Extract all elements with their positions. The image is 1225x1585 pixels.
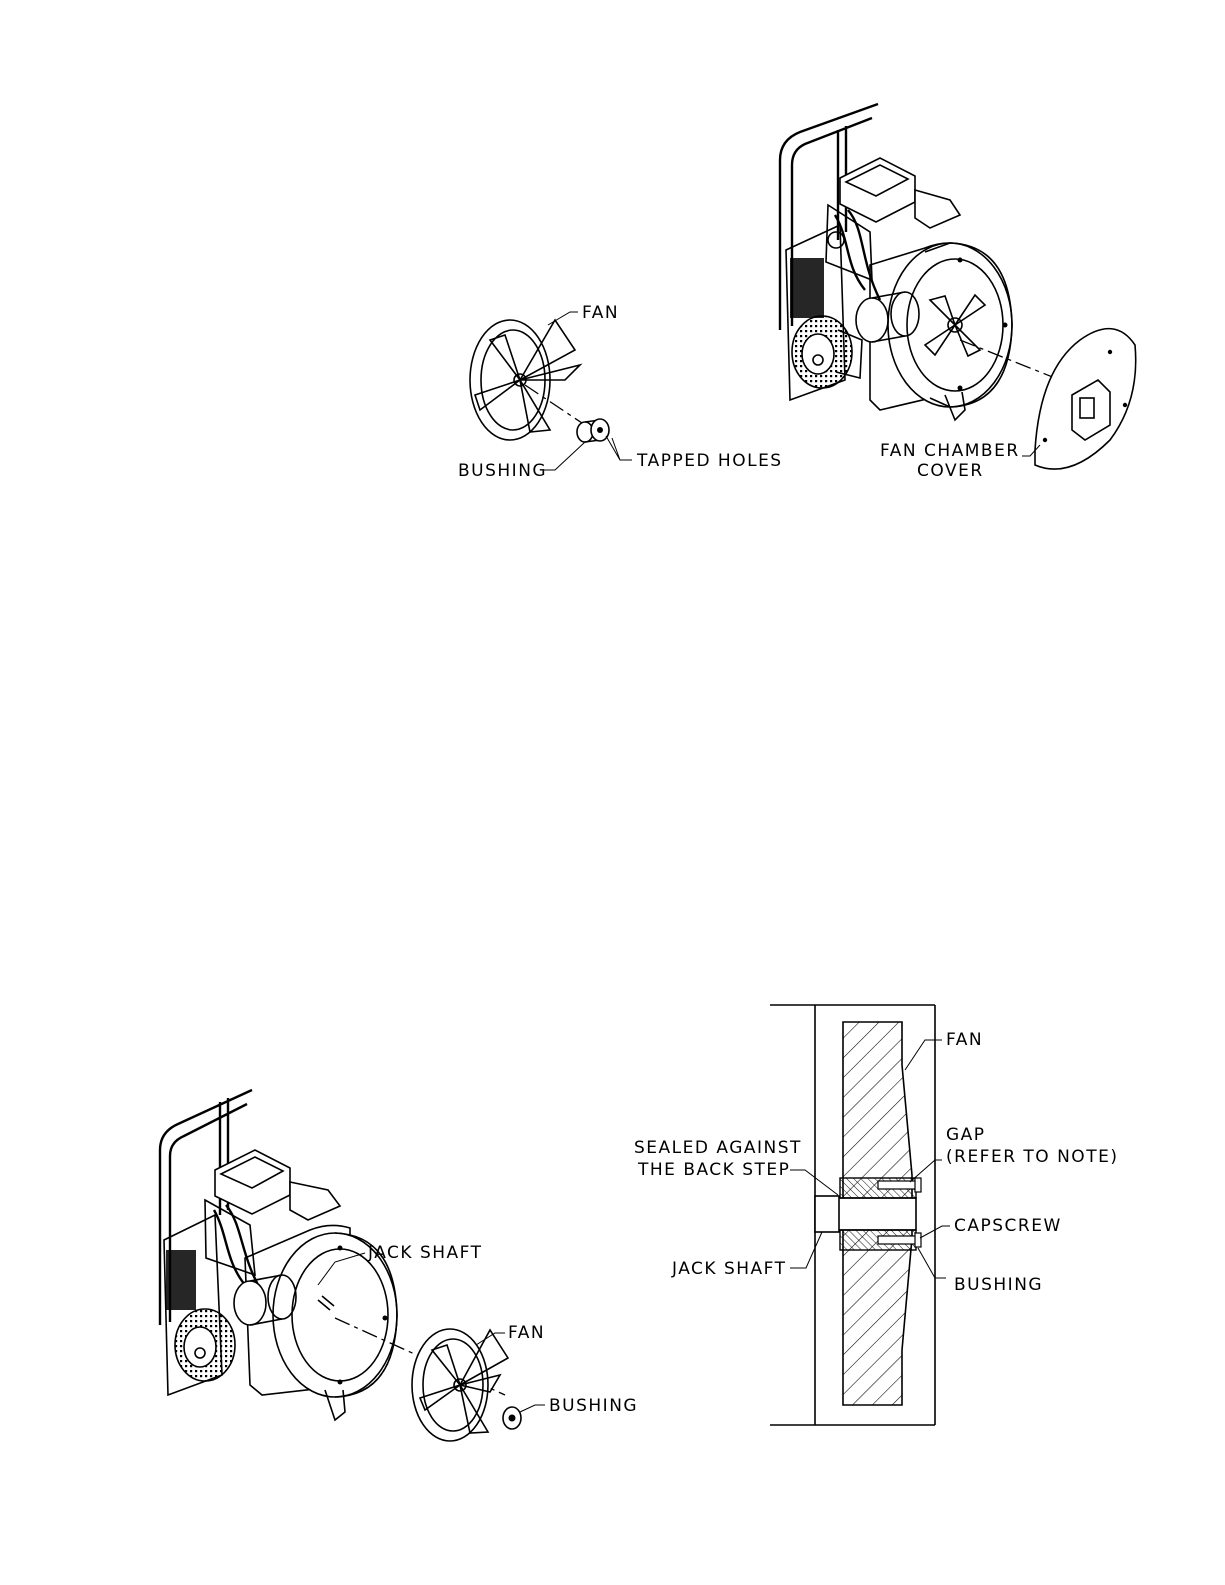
figure-1-blower-assembly — [780, 104, 1136, 469]
tapped-holes-callout: TAPPED HOLES — [637, 451, 783, 471]
jack-shaft-callout-fig3: JACK SHAFT — [672, 1259, 787, 1279]
fan-callout-fig3: FAN — [946, 1030, 984, 1050]
figure-2-blower-assembly — [160, 1090, 521, 1441]
wheel-fig2 — [175, 1309, 235, 1381]
sealed-callout-line1: SEALED AGAINST — [634, 1138, 802, 1158]
bushing-callout-fig1: BUSHING — [458, 461, 548, 481]
figure-3-cross-section — [770, 1005, 935, 1425]
bushing-part-fig2 — [503, 1407, 521, 1429]
battery-block — [790, 258, 824, 318]
gap-callout-line1: GAP — [946, 1125, 986, 1145]
wheel — [792, 316, 862, 388]
bushing-callout-fig2: BUSHING — [549, 1396, 639, 1416]
fan-chamber-cover-callout-line1: FAN CHAMBER — [880, 441, 1020, 461]
fan-callout-fig1: FAN — [582, 303, 620, 323]
capscrew-callout: CAPSCREW — [954, 1216, 1062, 1236]
bushing-callout-fig3: BUSHING — [954, 1275, 1044, 1295]
jack-shaft-callout-fig2: JACK SHAFT — [368, 1243, 483, 1263]
bushing-part-fig1 — [577, 419, 609, 442]
fan-chamber-housing — [856, 243, 1012, 420]
detached-fan-fig1 — [470, 320, 585, 440]
fan-callout-fig2: FAN — [508, 1323, 546, 1343]
fan-chamber-cover-callout-line2: COVER — [917, 461, 984, 481]
bore — [838, 1198, 916, 1230]
gap-callout-line2: (REFER TO NOTE) — [946, 1147, 1119, 1167]
detached-fan-fig2 — [412, 1329, 508, 1441]
jack-shaft-section — [815, 1196, 839, 1232]
sealed-callout-line2: THE BACK STEP — [638, 1160, 791, 1180]
fan-chamber-cover — [1035, 329, 1136, 469]
